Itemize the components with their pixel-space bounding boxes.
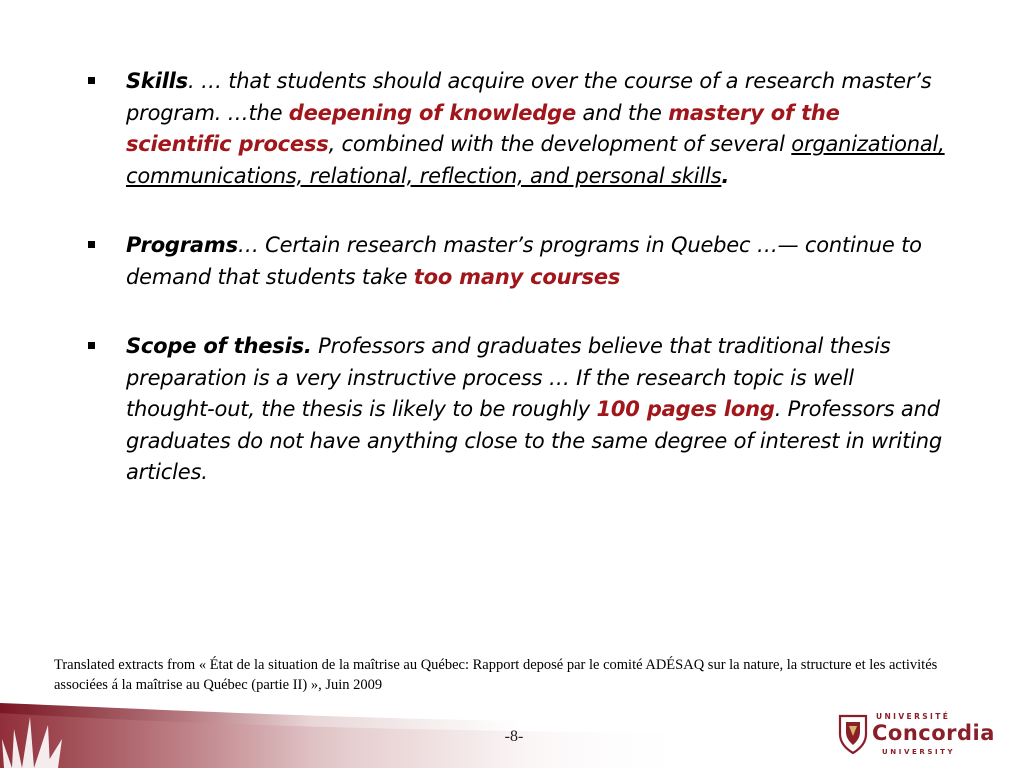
bullet-text-segment: . … that students should acquire over the course of a research master’s program. …the	[126, 69, 932, 125]
bullet-heading-scope-of-thesis: Scope of thesis.	[126, 334, 312, 358]
bullet-item-programs	[88, 230, 948, 293]
bullet-text-segment: and the	[576, 100, 669, 125]
page-number: -8-	[504, 728, 524, 745]
bullet-text-segment: .	[721, 163, 730, 188]
bullet-heading-programs: Programs	[126, 233, 238, 257]
bullet-text-segment: … Certain research master’s programs in Quebec …— continue to demand that students take	[126, 233, 922, 289]
underlined-skills-list: organizational, communications, relational, reflection, and personal skills	[126, 132, 945, 188]
square-bullet-icon	[88, 241, 95, 248]
bullet-text-scope-of-thesis	[126, 331, 948, 489]
bullet-list	[88, 66, 948, 527]
highlight-deepening-of-knowledge: deepening of knowledge	[288, 100, 576, 125]
bullet-item-scope-of-thesis	[88, 331, 948, 489]
bullet-text-segment: . Professors and graduates do not have anything close to the same degree of interest in writing articles.	[126, 397, 942, 484]
highlight-mastery-of-scientific-process: mastery of the scientific process	[126, 100, 840, 156]
bullet-text-skills	[126, 66, 948, 192]
square-bullet-icon	[88, 342, 95, 349]
logo-university-text: UNIVERSITY	[882, 748, 956, 756]
concordia-logo	[836, 710, 996, 758]
bullet-text-programs	[126, 230, 948, 293]
highlight-100-pages-long: 100 pages long	[596, 397, 775, 421]
logo-universite-text: UNIVERSITÉ	[876, 712, 951, 721]
bullet-text-segment: , combined with the development of several	[328, 132, 792, 156]
square-bullet-icon	[88, 77, 95, 84]
highlight-too-many-courses: too many courses	[413, 264, 621, 289]
shield-icon	[838, 714, 868, 754]
bullet-item-skills	[88, 66, 948, 192]
bullet-heading-skills: Skills	[126, 69, 188, 93]
logo-concordia-text: Concordia	[872, 721, 995, 745]
bullet-text-segment: Professors and graduates believe that traditional thesis preparation is a very instructive process … If the research topic is well thought-out, the thesis is likely to be roughly	[126, 334, 891, 421]
source-footnote: Translated extracts from « État de la situation de la maîtrise au Québec: Rapport deposé par le comité ADÉSAQ sur la nature, la structure et les activités associées á la maîtrise au Québec (partie II) », Juin 2009	[54, 657, 938, 693]
